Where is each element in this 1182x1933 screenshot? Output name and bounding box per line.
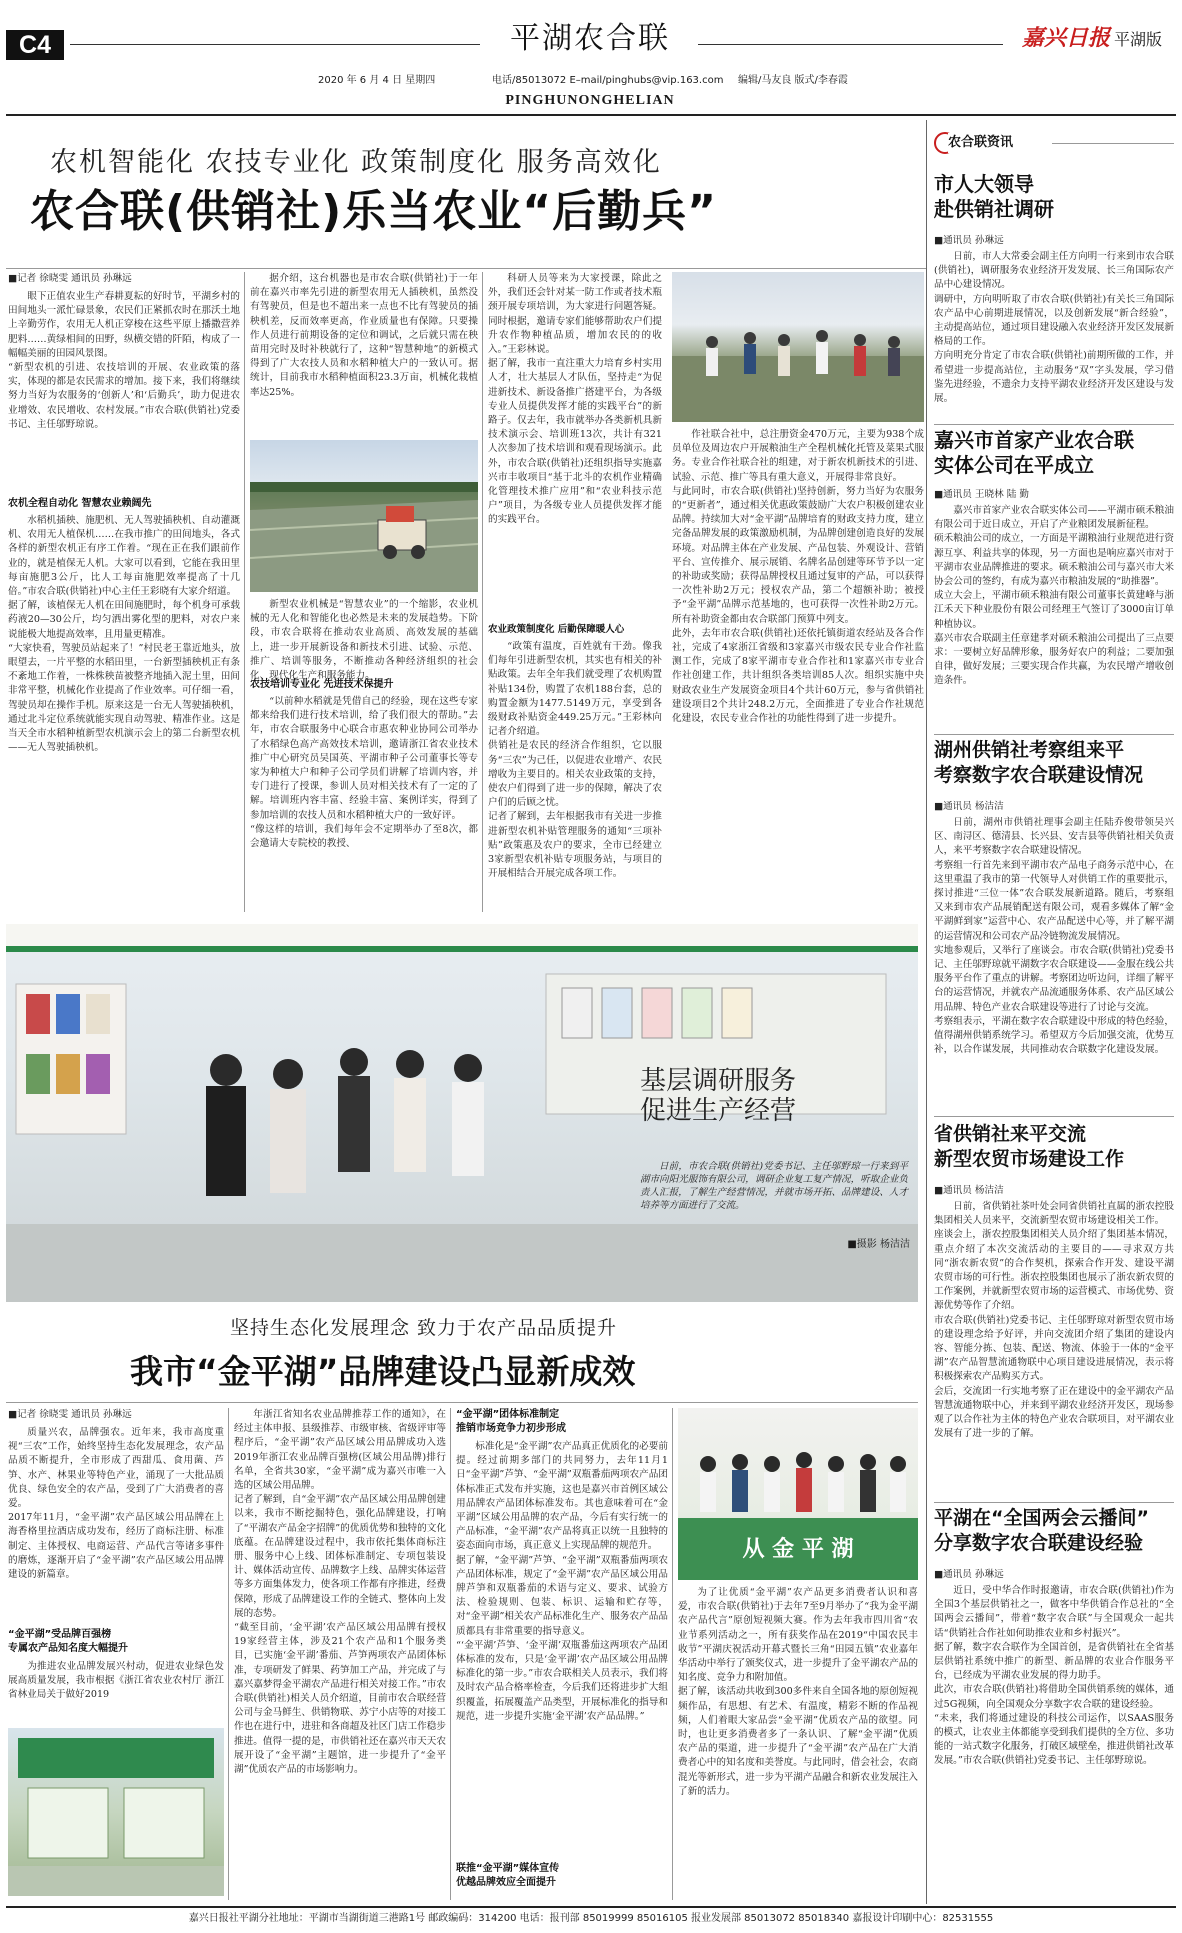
sidebar-item-rule [934, 424, 1174, 425]
col-divider [672, 1408, 673, 1900]
second-col1b-text: 为推进农业品牌发展兴村动，促进农业绿色发展高质量发展，我市根据《浙江省农业农村厅 浙江省林业局关于做好2019 [8, 1661, 224, 1701]
lead-col2c-text: “以前种水稻就是凭借自己的经验，现在这些专家都来给我们进行技术培训，给了我们很大的帮助。”去年，市农合联服务中心联合市惠农种业协同公司举办了水稻绿色高产高效技术培训，邀请浙江省农业技术推广中心研究员吴国英、平湖市种子公司董事长等专家为种植大户和种子公司学员们讲解了培训内容，并专门进行了授课，参训人员对相关技术有了一定的了解。培训班内容丰富、经验丰富、案例详实，得到了参加培训的农技人员和水稻种植大户的一致好评。 “像这样的培训，我们每年会不定期举办了至8次，都会邀请大专院校的教授、 [250, 696, 478, 850]
sidebar-item-4-byline: ■通讯员 杨洁洁 [934, 1185, 1004, 1196]
lead-subhead-1: 农机全程自动化 智慧农业赖阔先 [8, 498, 152, 509]
sidebar-item-2-body: 嘉兴市首家产业农合联实体公司——平湖市硕禾粮油有限公司于近日成立，开启了产业粮团发展新征程。 硕禾粮油公司的成立，一方面是平湖粮油行业规范进行资源互享、利益共享的体现，另一方面也是响应嘉兴市对于平湖市农业品牌推进的要求。硕禾粮油公司与嘉兴市大米协会公司的签约，有成为嘉兴市粮油发展的“助推器”。 成立大会上，平湖市硕禾粮油有限公司董事长黄建峰与浙江禾天下种业股份有限公司经理王气签订了3000亩订单种植协议。 嘉兴市农合联副主任章建孝对硕禾粮油公司提出了三点要求：一要树立好品牌形象，服务好农户的利益；二要加强自律，做好发展；三要实现合作共赢，为农民增产增收创造条件。 [934, 505, 1174, 687]
footer-info: 嘉兴日报社平湖分社地址：平湖市当湖街道三港路1号 邮政编码：314200 电话：报刊部 85019999 85016105 报业发展部 85013072 85018340 嘉报设计印刷中心：82531555 [188, 1913, 994, 1924]
exhibition-booth-photo [8, 1728, 224, 1896]
lead-kicker: 农机智能化 农技专业化 政策制度化 服务高效化 [50, 147, 662, 178]
second-kicker: 坚持生态化发展理念 致力于农产品品质提升 [230, 1317, 618, 1339]
lead-subhead-3: 农业政策制度化 后勤保障暖人心 [488, 624, 625, 635]
sidebar-item-4-body: 日前，省供销社茶叶处会同省供销社直属的浙农控股集团相关人员来平，交流新型农贸市场建设相关工作。 座谈会上，浙农控股集团相关人员介绍了集团基本情况，重点介绍了本次交流活动的主要目的——寻求双方共同“浙农新农贸”的合作契机，探索合作开发、建设平湖农贸市场的可行性。浙农控股集团也展示了浙农新农贸的工作案例，并就新型农贸市场的运营模式、市场优势、资源优势等作了介绍。 市农合联(供销社)党委书记、主任邬野琼对新型农贸市场的建设理念给予好评，并向交流团介绍了集团的建设内容、智能分拣、包装、配送、物流、体验于一体的“金平湖”农产品智慧流通物联中心项目建设进展情况，表示将积极探索农产品购买方式。 会后，交流团一行实地考察了正在建设中的金平湖农产品智慧流通物联中心，并来到平湖农业经济开发区，现场参观了以合作社为主体的特色产业农合联项目，对平湖农业发展有了进一步的了解。 [934, 1201, 1174, 1440]
sidebar-divider [926, 120, 927, 1904]
sidebar-item-1-byline: ■通讯员 孙琳远 [934, 235, 1004, 246]
paper-logo: 嘉兴日报 [1021, 25, 1110, 51]
lead-rule [6, 268, 926, 269]
section-pinyin: PINGHUNONGHELIAN [505, 93, 675, 108]
second-subhead-1: “金平湖”受品牌百强榜 专属农产品知名度大幅提升 [8, 1629, 128, 1654]
photo-credit: ■摄影 杨洁洁 [847, 1239, 910, 1250]
award-banner-text: 从 金 平 湖 [742, 1536, 854, 1562]
date-line: 2020 年 6 月 4 日 星期四 [318, 75, 436, 86]
booth-illustration [8, 1728, 224, 1896]
award-ceremony-photo [678, 1408, 918, 1580]
photo-feature-title-2: 促进生产经营 [640, 1096, 797, 1126]
sidebar-item-5-byline: ■通讯员 孙琳远 [934, 1569, 1004, 1580]
header-divider [6, 114, 1176, 116]
second-headline: 我市“金平湖”品牌建设凸显新成效 [130, 1352, 636, 1391]
lead-byline: ■记者 徐晓雯 通讯员 孙琳远 [8, 273, 132, 284]
sidebar-item-3-title: 湖州供销社考察组来平 考察数字农合联建设情况 [934, 739, 1144, 786]
editors-line: 编辑/马友良 版式/李春霞 [738, 75, 848, 86]
sidebar-item-1-body: 日前，市人大常委会副主任方向明一行来到市农合联(供销社)，调研服务农业经济开发发展、长三角国际农产品中心建设情况。 调研中，方向明听取了市农合联(供销社)有关长三角国际农产品中心前期进展情况，以及创新发展“新合经验”，主动提高站位，通过项目建设融入农业经济开发区发展新格局的工作。 方向明充分肯定了市农合联(供销社)前期所做的工作，并希望进一步提高站位，主动服务“双”字头发展，学习借鉴先进经验，不遗余力支持平湖农业经济开发区建设与发展。 [934, 251, 1174, 405]
col-divider [482, 272, 483, 912]
lead-subhead-2: 农技培训专业化 先进技术保提升 [250, 679, 394, 690]
footer-rule [6, 1906, 1176, 1908]
sidebar-item-1-title: 市人大领导 赴供销社调研 [934, 172, 1054, 221]
section-title: 平湖农合联 [510, 21, 670, 56]
sidebar-item-4-title: 省供销社来平交流 新型农贸市场建设工作 [934, 1123, 1125, 1170]
photo-feature-title-1: 基层调研服务 [640, 1066, 797, 1096]
badge-label: 农合联资讯 [948, 133, 1058, 153]
sidebar-item-2-byline: ■通讯员 王晓林 陆 勤 [934, 489, 1029, 500]
page-header [0, 0, 1182, 108]
paddy-field-photo [250, 440, 478, 592]
lead-col3b-text: “政策有温度，百姓就有干劲。像我们每年引进新型农机，其实也有相关的补贴政策。去年全年我们就受理了农机购置补贴134份，购置了农机188台套，总的购置金额为1477.5149万元，享受到各级财政补贴资金449.25万元。”王彩林向记者介绍道。 供销社是农民的经济合作组织，它以服务“三农”为己任，以促进农业增产、农民增收为主要目的。相关农业政策的支持，使农户们得到了进一步的保障，解决了农户们的后顾之忧。 记者了解到，去年根据我市有关进一步推进新型农机补贴管理服务的通知“三项补贴”政策惠及农户的要求，全市已经建立3家新型农机补贴专项服务站，与项目的开展相结合开展完成各项工作。 [488, 641, 662, 880]
second-rule [6, 1402, 918, 1403]
second-subhead-2: “金平湖”团体标准制定 推销市场竞争力初步形成 [456, 1409, 566, 1434]
contact-line: 电话/85013072 E–mail/pinghubs@vip.163.com [492, 75, 724, 86]
second-byline: ■记者 徐晓雯 通讯员 孙琳远 [8, 1409, 132, 1420]
second-col2-text: 年浙江省知名农业品牌推荐工作的通知》，在经过主体申报、县级推荐、市级审核、省级评审等程序后，“金平湖”农产品区域公用品牌成功入选2019年浙江农业品牌百强榜(区域公用品牌)排行名单，全省共30家，“金平湖”成为嘉兴市唯一入选的区域公用品牌。 记者了解到，自“金平湖”农产品区域公用品牌创建以来，我市不断挖掘特色，强化品牌建设，打响了“平湖农产品金字招牌”的优质优势和独特的文化底蕴。在品牌建设过程中，我市依托集体商标注册、服务中心上线、团体标准制定、专项包装设计、媒体活动宣传、品牌数字上线、品牌实体运营等多方面集体发力，使各项工作都有序推进，经费保障，形成了品牌建设工作的全链式、整体向上发展的态势。 “截至目前，‘金平湖’农产品区域公用品牌有授权19家经营主体，涉及21个农产品和1个服务类目，已实施‘金平湖’番茄、芦笋两项农产品团体标准，专项研发了鲜果、药笋加工产品，并完成了与嘉兴嘉梦得金平湖农产品进行相关对接工作。”市农合联(供销社)相关人员介绍道，目前市农合联经营公司与金马鲜生、供销物联、苏宁小店等的对接工作也在进行中，进驻和各商超及社区门店工作稳步推进。值得一提的是，市供销社还在嘉兴市天天农展开设了“金平湖”主题馆，进一步提升了“金平湖”优质农产品的市场影响力。 [234, 1409, 446, 1776]
sidebar-item-3-byline: ■通讯员 杨洁洁 [934, 801, 1004, 812]
second-col4-text: 为了让优质“金平湖”农产品更多消费者认识和喜爱，市农合联(供销社)于去年7至9月举办了“我为金平湖农产品代言”原创短视频大赛。作为去年我市四川省“农业节系列活动之一，所有获奖作品在2019“中国农民丰收节”平湖庆祝活动开幕式暨长三角“田园五镇”农业嘉年华活动中举行了颁奖仪式，进一步提升了金平湖农产品的知名度、竞争力和附加值。 据了解，该活动共收到300多件来自全国各地的原创短视频作品，有思想、有艺术、有温度，精彩不断的作品视频，人们着眼大家品尝“金平湖”优质农产品的欲望。同时，也让更多消费者多了一条认识、了解“金平湖”优质农产品的渠道，进一步提升了“金平湖”农产品在广大消费者心中的知名度和美誉度。与此同时，借会社会，农商混光等新形式，进一步为平湖产品融合和新农业发展注入了新的活力。 [678, 1587, 918, 1797]
second-subhead-3: 联推“金平湖”媒体宣传 优越品牌效应全面提升 [456, 1863, 560, 1888]
lead-col2b-text: 新型农业机械是“智慧农业”的一个缩影，农业机械的无人化和智能化也必然是未来的发展趋势。下阶段，市农合联将在推动农业高质、高效发展的基础上，进一步开展新设备和新技术引进、试验、示范、推广、培训等服务，不断推动各种经济组织的社会化、现代化生产和服务能力。 [250, 599, 478, 682]
badge-rule [1052, 143, 1174, 144]
sidebar-item-3-body: 日前，湖州市供销社理事会副主任陆乔俊带领吴兴区、南浔区、德清县、长兴县、安吉县等供销社相关负责人，来平考察数字农合联建设情况。 考察组一行首先来到平湖市农产品电子商务示范中心，在这里重温了我市的第一代领导人对供销工作的重要批示，探讨推进“三位一体”农合联发展新道路。随后，考察组又来到市农产品展销配送有限公司，观看多媒体了解“金平湖鲜到家”运营中心、农产品配送中心等，并了解平湖的运营情况和公司农产品冷链物流发展情况。 实地参观后，又举行了座谈会。市农合联(供销社)党委书记、主任邬野琼就平湖数字农合联建设——金服在线公共服务平台作了重点的讲解。考察团边听边问，详细了解平台的运营情况，并就农产品流通服务体系、农产品区域公用品牌、特色产业农合联建设等进行了讨论与交流。 考察组表示，平湖在数字农合联建设中形成的特色经验，值得湖州供销系统学习。希望双方今后加强交流，优势互补，以合作谋发展，共同推动农合联数字化建设发展。 [934, 817, 1174, 1056]
sidebar-badge [934, 130, 1174, 156]
page-code-badge: C4 [6, 30, 64, 60]
sidebar-item-rule [934, 1502, 1174, 1503]
sidebar-item-5-title: 平湖在“全国两会云播间” 分享数字农合联建设经验 [934, 1507, 1149, 1554]
sidebar-item-2-title: 嘉兴市首家产业农合联 实体公司在平成立 [934, 428, 1134, 477]
col-divider [228, 1408, 229, 1900]
col-divider [244, 272, 245, 912]
sidebar-item-rule [934, 734, 1174, 735]
lead-col2-text: 据介绍，这台机器也是市农合联(供销社)于一年前在嘉兴市率先引进的新型农用无人插秧机，虽然没有驾驶员，但是也不超出来一点也不比有驾驶员的插秧机差，反而效率更高，作业质量也有保障。只要操作人员进行前期设备的定位和调试，之后就只需在秧苗用完时及时补秧就行了，这种“智慧种地”的新模式得到了广大农技人员和水稻种植大户的一致认可。据统计，目前我市水稻种植面积23.3万亩，机械化栽植率达25%。 [250, 273, 478, 398]
farmers-group-photo [672, 272, 924, 422]
sidebar-item-rule [934, 1116, 1174, 1117]
farmers-illustration [672, 272, 924, 422]
header-rule-left [70, 44, 480, 45]
lead-col1-text: 眼下正值农业生产春耕夏耘的好时节，平湖乡村的田间地头一派忙碌景象，农民们正紧抓农时在那沃土地上辛勤劳作，农用无人机正穿梭在这些平原上播撒营养肥料……黄绿相间的田野，纵横交错的阡陌，构成了一幅幅美丽的田园风景图。 “新型农机的引进、农技培训的开展、农业政策的落实，体现的都是农民需求的增加。接下来，我们将继续努力当好为农服务的‘创新人’和‘后勤兵’，助力促进农业增效、农民增收、农村发展。”市农合联(供销社)党委书记、主任邬野琼说。 [8, 291, 240, 430]
second-col1-text: 质量兴农，品牌强农。近年来，我市高度重视“三农”工作，始终坚持生态化发展理念，农产品品质不断提升，全市形成了西甜瓜、食用菌、芦笋、水产、林果业等特色产业，涌现了一大批品质优良、绿色安全的农产品，受到了广大消费者的喜爱。 2017年11月，“金平湖”农产品区域公用品牌在上海香格里拉酒店成功发布，经历了商标注册、标准制定、主体授权、电商运营、产品代言等诸多事件的磨炼，逐渐开启了“金平湖”农产品区域公用品牌建设的新篇章。 [8, 1427, 224, 1581]
second-col3-text: 标准化是“金平湖”农产品真正优质化的必要前提。经过前期多部门的共同努力，去年11月1日“金平湖”芦笋、“金平湖”双瓶番茄两项农产品团体标准正式发布并实施，这也是嘉兴市首例区域公用品牌农产品团体标准发布。其也意味着可在“金平湖”区域公用品牌的农产品，今后有实行统一的产品标准，“金平湖”农产品将真正以统一且独特的姿态面向市场，真正意义上实现品牌的规范升。 据了解，“金平湖”芦笋、“金平湖”双瓶番茄两项农产品团体标准，规定了“金平湖”农产品区域公用品牌芦笋和双瓶番茄的术语与定义、要求、试验方法、检验规则、包装、标识、运输和贮存等，对“金平湖”相关农产品标准化生产、服务农产品品质都具有非常重要的指导意义。 “‘金平湖’芦笋、‘金平湖’双瓶番茄这两项农产品团体标准的发布，只是‘金平湖’农产品区域公用品牌标准化的第一步。”市农合联相关人员表示，我们将及时农产品合格率检查，今后我们还将进步扩大组织覆盖，拓展覆盖产品类型，开展标准化的指导和规范，进一步提升实施‘金平湖’农产品品牌。” [456, 1441, 668, 1722]
lead-headline: 农合联(供销社)乐当农业“后勤兵” [30, 186, 718, 237]
edition-label: 平湖版 [1114, 30, 1163, 49]
col-divider [450, 1408, 451, 1900]
sidebar-item-5-body: 近日，受中华合作时报邀请，市农合联(供销社)作为全国3个基层供销社之一，做客中华供销合作总社的“全国两会云播间”，带着“数字农合联”与全国观众一起共话“供销社合作社如何助推农业和乡村振兴”。 据了解，数字农合联作为全国首创，是省供销社在全省基层供销社系统中推广的新型、新品牌的农业合作服务平台，已经成为平湖农业发展的得力助手。 此次，市农合联(供销社)将借助全国供销系统的媒体，通过5G视频，向全国观众分享数字农合联的建设经验。 “未来，我们将通过建设的科技公司运作，以SAAS服务的模式，让农业主体都能享受到我们提供的全方位、多功能的一站式数字化服务，打破区域壁垒，推进供销社改革发展。”市农合联(供销社)党委书记、主任邬野琼说。 [934, 1585, 1174, 1767]
lead-col3-text: 科研人员等来为大家授课，除此之外，我们还会针对某一防工作或者技术瓶颈开展专项培训，为大家进行问题答疑。同时根据，邀请专家们能够帮助农户们提升农作物种植品质，增加农民的的收入。”王彩林说。 据了解，我市一直注重大力培育乡村实用人才，壮大基层人才队伍，坚持走“为促进新技术、新设备推广搭建平台，为各级专业人员提供发挥才能的实践平台”的新路子。仅去年，我市就举办各类新机具新技术演示会、培训班13次，共计有321人次参加了技术培训和观看现场演示。此外，市农合联(供销社)还组织指导实施嘉兴市丰收项目“基于北斗的农机作业精确化管理技术推广应用”和“农业科技示范户”项目，为各级专业人员提供发挥才能的实践平台。 [488, 273, 662, 526]
lead-col4-text: 作社联合社中，总注册资金470万元，主要为938个成员单位及周边农户开展粮油生产全程机械化托管及菜果式服务。专业合作社联合社的组建，对于新农机新技术的引进、试验、示范、推广等具有重大意义，开展得非常良好。 与此同时，市农合联(供销社)坚持创新，努力当好为农服务的“更新者”，通过相关优惠政策鼓励广大农户积极创建农业品牌。持续加大对“金平湖”品牌培育的财政支持力度，建立完备品牌发展的政策激励机制，为品牌创建创造良好的发展环境。对品牌主体在产业发展、产品包装、外观设计、营销平台、宣传推介、展示展销、名牌名品创建等环节予以一定的补助或奖励；获得品牌授权且通过复审的产品，可以获得一次性补助2万元；授权农产品，第二个超额补助；被授予“金平湖”品牌示范基地的，也可获得一次性补助2万元。所有补助资金都由农合联部门预算中列支。 此外，去年市农合联(供销社)还依托镇街道农经站及各合作社，完成了4家浙江省级和3家嘉兴市级农民专业合作社监测工作，完成了8家平湖市专业合作社和1家嘉兴市专业合作社创建工作，共计组织各类培训85人次。组织实施中央财政农业生产发展资金项目4个共计60万元，参与省供销社建设项目2个共计248.2万元，全面推进了专业合作社规范化建设，农民专业合作社的功能性得到了进一步提升。 [672, 429, 924, 725]
lead-col1b-text: 水稻机插秧、施肥机、无人驾驶插秧机、自动灌溉机、农用无人植保机……在我市推广的田间地头，各式各样的新型农机正有序工作着。“现在正在我们跟前作业的，就是植保无人机。大家可以看到，它能在我田里每亩施肥3公斤，比人工每亩施肥效率提高了十几倍。”市农合联(供销社)中心主任王彩晓有大家介绍道。 据了解，该植保无人机在田间施肥时，每个机身可承载药液20—30公斤，均匀洒出雾化型的肥料，对农户来说能极大地提高效率，且用量更精准。 “大家快看，驾驶员站起来了！”村民老王靠近地头，放眼望去，一片平整的水稻田里，一台新型插秧机正有条不紊地工作着，一株株秧苗被整齐地插入泥土里，田间非常平整，机械化作业提高了作业效率。可仔细一看，驾驶员却在操作手机。原来这是一台无人驾驶插秧机，通过北斗定位系统就能实现自动驾驶、精准作业。这是当天全市水稻种植新型农机演示会上的第二台新型农机——无人驾驶插秧机。 [8, 515, 240, 754]
header-rule-right [698, 44, 1003, 45]
paddy-field-illustration [250, 440, 478, 592]
photo-feature-caption: 日前，市农合联(供销社)党委书记、主任邬野琼一行来到平湖市向阳光服饰有限公司，调研企业复工复产情况，听取企业负责人汇报，了解生产经营情况，并就市场开拓、品牌建设、人才培养等方面进行了交流。 [640, 1161, 908, 1211]
